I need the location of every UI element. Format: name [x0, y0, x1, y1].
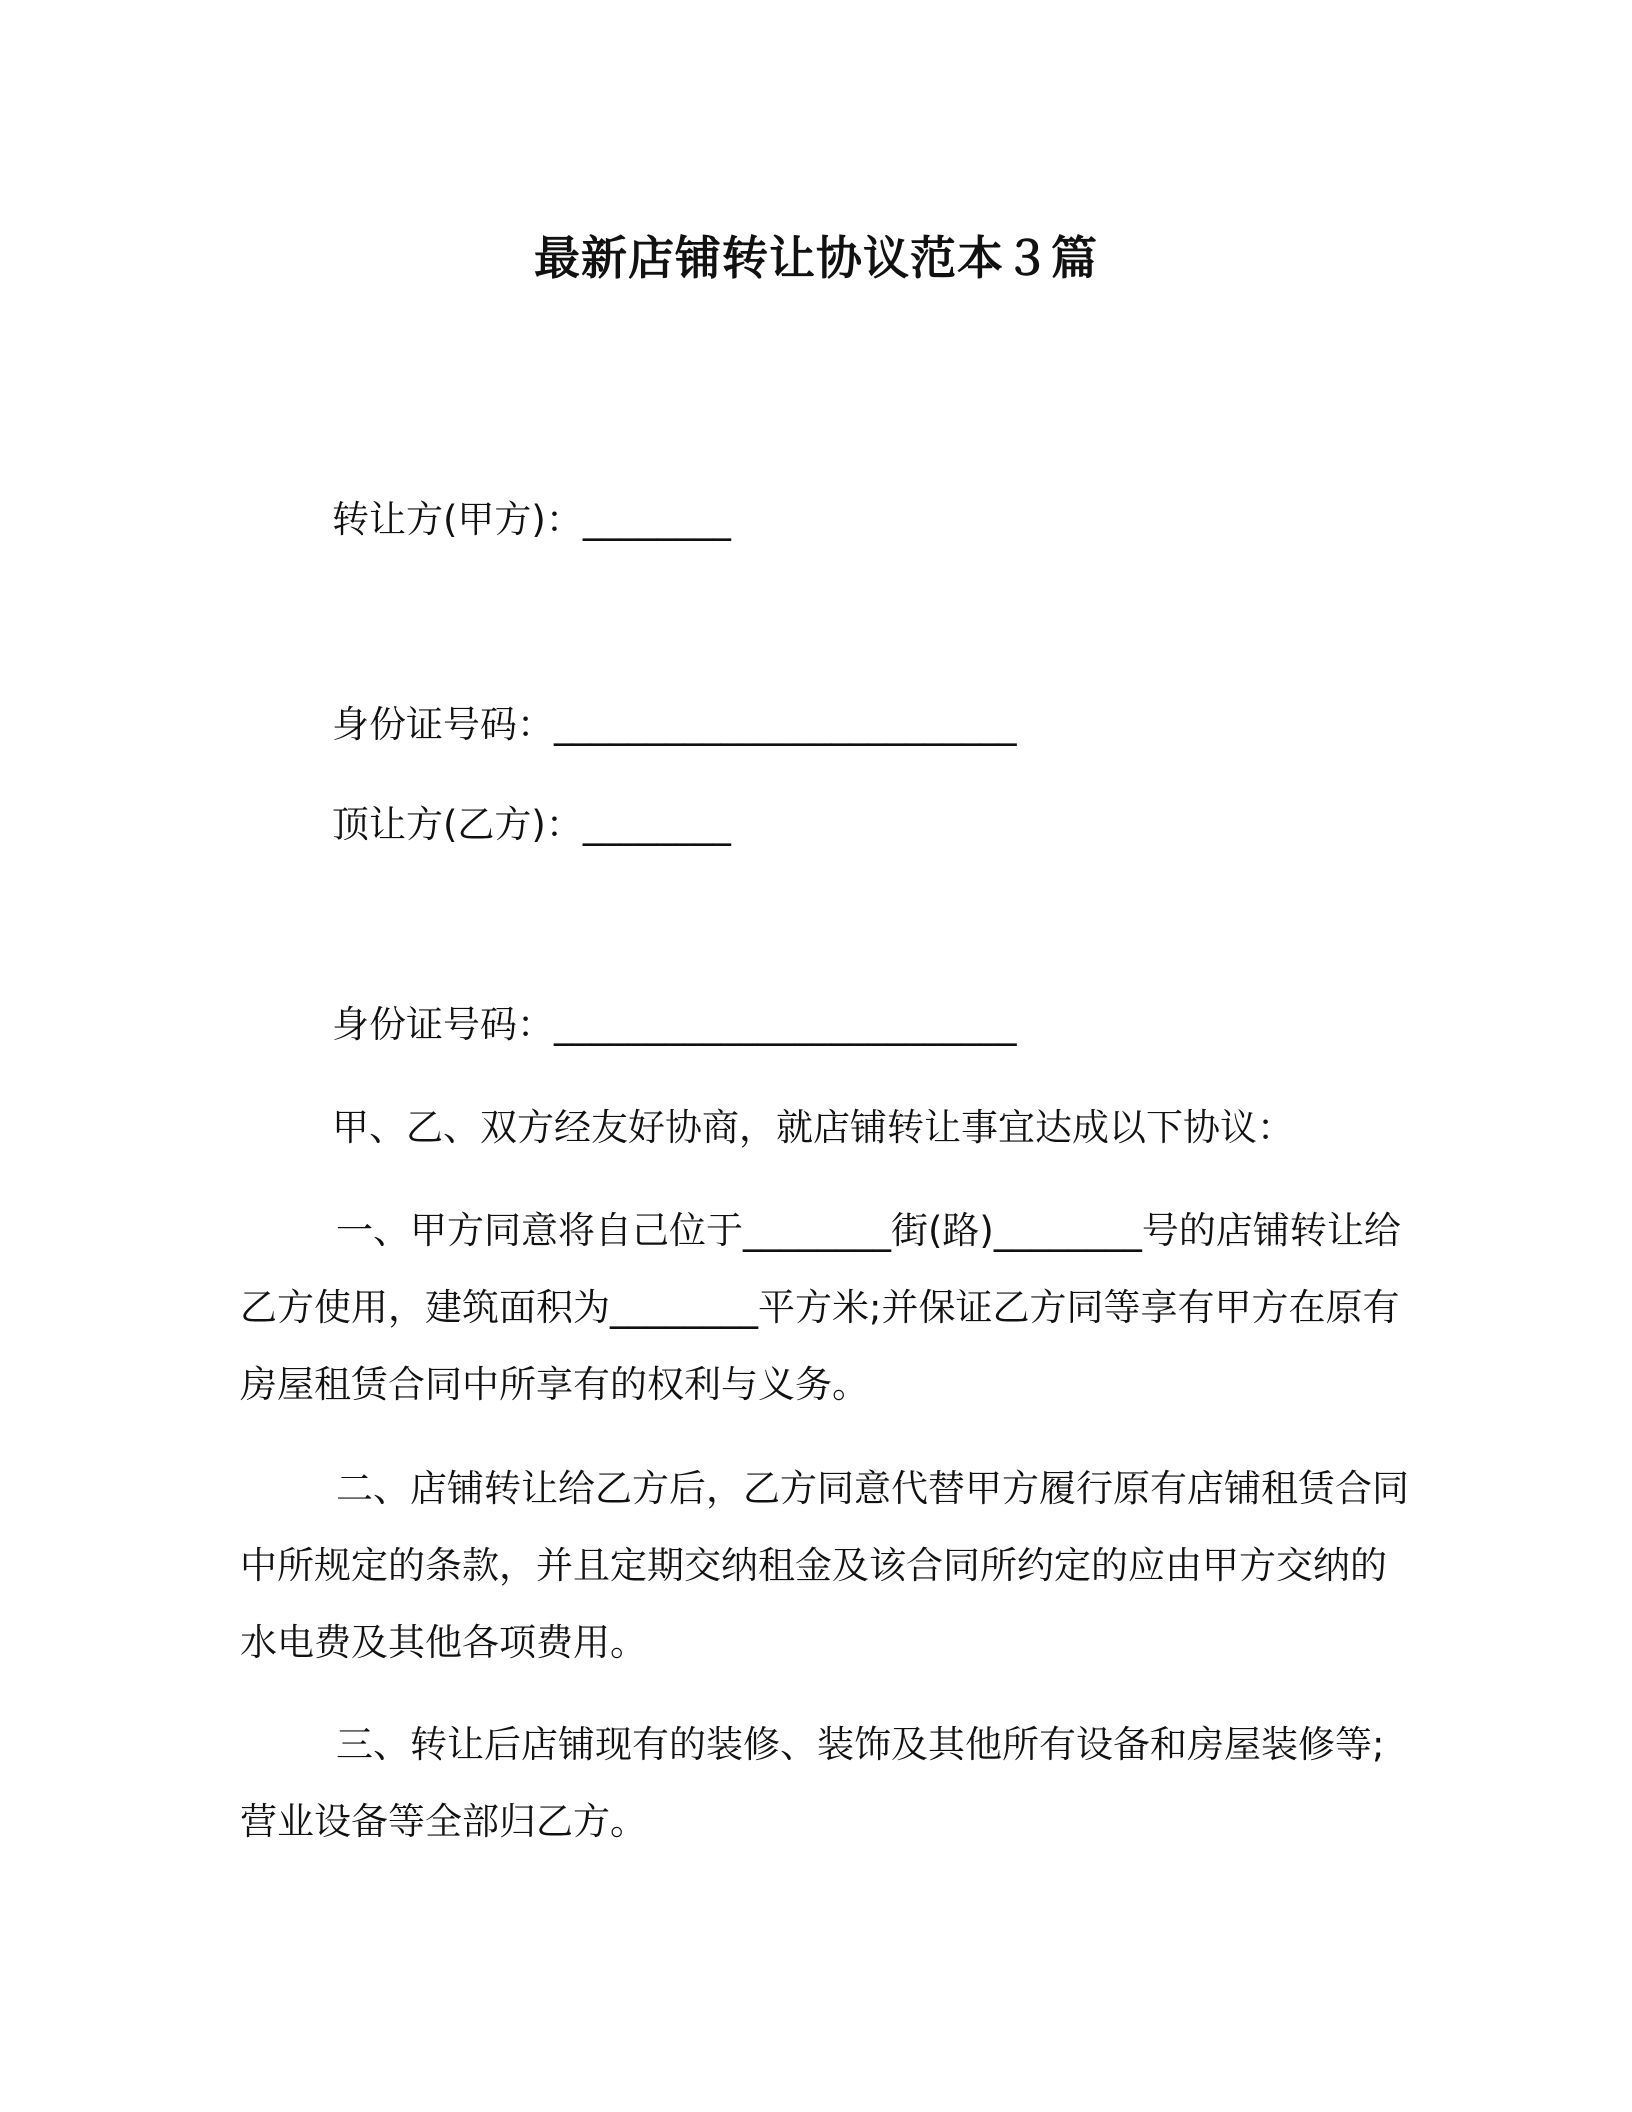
transferee-id-field: 身份证号码：_________________________ [332, 1003, 1017, 1046]
agreement-intro: 甲、乙、双方经友好协商，就店铺转让事宜达成以下协议： [332, 1106, 1294, 1149]
clause-3: 三、转让后店铺现有的装修、装饰及其他所有设备和房屋装修等;营业设备等全部归乙方。 [240, 1723, 1385, 1843]
transferor-field: 转让方(甲方)：________ [332, 498, 731, 541]
document-title: 最新店铺转让协议范本３篇 [534, 231, 1098, 285]
transferee-field: 顶让方(乙方)：________ [332, 803, 731, 846]
clause-2: 二、店铺转让给乙方后，乙方同意代替甲方履行原有店铺租赁合同中所规定的条款，并且定期交纳租金及该合同所约定的应由甲方交纳的水电费及其他各项费用。 [240, 1467, 1409, 1664]
transferor-id-field: 身份证号码：_________________________ [332, 703, 1017, 746]
clause-1: 一、甲方同意将自己位于________街(路)________号的店铺转让给乙方使用，建筑面积为________平方米;并保证乙方同等享有甲方在原有房屋租赁合同中所享有的权利与义务。 [240, 1209, 1401, 1406]
